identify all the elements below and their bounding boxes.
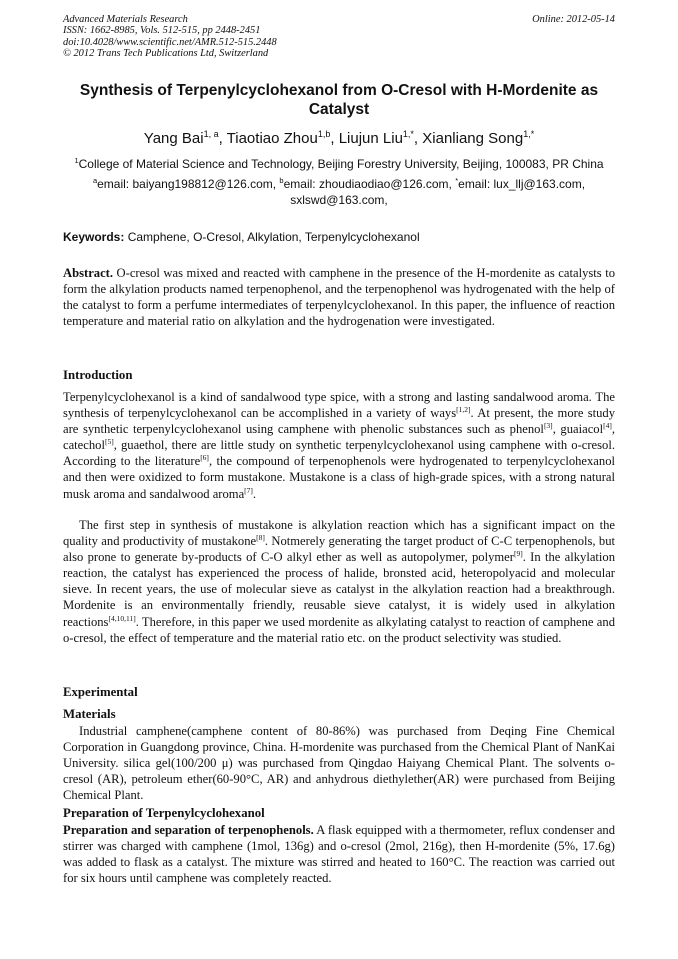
text-run: . [252,486,257,501]
author-sep: , [218,130,227,147]
text-run: . At present, the more study are synthetic terpenylcyclohexanol using camphene with phenolic substances such as phenol [63,406,615,437]
citation: [7] [244,485,253,495]
email-sup: b [279,176,284,185]
journal-header [63,14,615,60]
copyright-line: © 2012 Trans Tech Publications Ltd, Switzerland [63,48,269,60]
introduction-paragraph-2 [63,517,615,646]
citation: [8] [256,532,265,542]
author-sup: 1,* [402,129,414,139]
author-name: Liujun Liu [338,130,403,147]
citation: [4] [603,421,612,430]
doi-line: doi:10.4028/www.scientific.net/AMR.512-515.2448 [63,36,277,48]
preparation-paragraph [63,822,615,886]
preparation-text: A flask equipped with a thermometer, reflux condenser and stirrer was charged with camphene (1mol, 136g) and o-cresol (2mol, 216g), then H-mordenite (5%, 17.6g) was added to flask as a catalyst. The mixture was stirred and heated to 160°C. The reaction was carried out for six hours until camphene was completely reacted. [63,823,616,886]
author-sep: , [330,130,339,147]
affiliation-sup: 1 [74,156,79,165]
text-run: , catechol [63,422,615,453]
journal-name: Advanced Materials Research [63,14,188,25]
keywords-text: Camphene, O-Cresol, Alkylation, Terpenylcyclohexanol [124,230,420,244]
citation: [1,2] [456,404,471,414]
text-run: Terpenylcyclohexanol is a kind of sandalwood type spice, with a strong and lasting sandalwood aroma. The synthesis of terpenylcyclohexanol can be accomplished in a variety of ways [63,390,615,421]
author-sep: , [413,130,423,147]
text-run: , guaiacol [552,422,604,437]
email-line: sxlswd@163.com, [290,192,388,207]
author-name: Yang Bai [143,130,204,147]
abstract [63,265,615,329]
keywords-label: Keywords: [63,230,125,244]
citation: [5] [104,437,114,447]
author-name: Tiaotiao Zhou [226,130,318,147]
email-link: email: baiyang198812@126.com, [97,177,280,191]
email-line [63,177,615,193]
abstract-text: O-cresol was mixed and reacted with camphene in the presence of the H-mordenite as catalysts to form the alkylation products named terpenophenol, and the terpenophenol was hydrogenated with the help of the catalyst to form a perfume intermediates of terpenylcyclohexanol. In this paper, the influence of reaction temperature and material ratio on alkylation and the hydrogenation were investigated. [63,266,615,329]
keywords [63,230,615,245]
run-in-heading: Preparation and separation of terpenophenols. [63,823,314,837]
text-run: The first step in synthesis of mustakone is alkylation reaction which has a significant impact on the quality and productivity of mustakone [63,518,615,549]
author-name: Xianliang Song [422,130,524,147]
citation: [4,10,11] [108,613,136,623]
text-run: , guaethol, there are little study on synthetic terpenylcyclohexanol using camphene with o-cresol. According to the literature [63,438,615,469]
title-line: Synthesis of Terpenylcyclohexanol from O-Cresol with H-Mordenite as [79,82,599,99]
email-sup: a [92,176,98,185]
text-run: . Therefore, in this paper we used mordenite as alkylating catalyst to reaction of camphene and o-cresol, the effect of temperature and the material ratio etc. on the product selectivity was studied. [63,614,615,645]
paper-title [63,81,615,119]
subsection-heading-materials: Materials [63,707,116,721]
author-sup: 1,b [317,129,331,139]
affiliation [63,157,615,172]
citation: [9] [513,549,523,558]
citation: [3] [543,421,553,430]
text-run: . In the alkylation reaction, the catalyst has experienced the process of halide, bronsted acid, heteropolyacid and molecular sieve. In recent years, the use of molecular sieve as catalyst in the alkylation reaction had a breakthrough. Mordenite is an environmentally friendly, reusable sieve catalyst, it is widely used in alkylation reactions [63,550,615,629]
author-emails [63,177,615,208]
email-link: email: lux_llj@163.com, [458,177,586,191]
email-sup: * [455,176,459,185]
section-heading-experimental: Experimental [63,685,138,699]
subsection-heading-preparation: Preparation of Terpenylcyclohexanol [63,806,265,820]
author-sup: 1,* [523,129,535,139]
affiliation-text: College of Material Science and Technology, Beijing Forestry University, Beijing, 100083, PR China [78,157,604,171]
author-list [63,130,615,148]
online-date: Online: 2012-05-14 [532,14,615,25]
title-line: Catalyst [308,101,370,118]
introduction-paragraph-1 [63,389,615,502]
abstract-label: Abstract. [63,266,114,280]
citation: [6] [200,453,209,463]
author-sup: 1, a [203,129,219,139]
text-run: . Notmerely generating the target product of C-C terpenophenols, but also prone to generate by-products of C-O alkyl ether as well as autopolymer, polymer [63,534,616,565]
materials-paragraph: Industrial camphene(camphene content of 80-86%) was purchased from Deqing Fine Chemical Corporation in Guangdong province, China. H-mordenite was purchased from the Chemical Plant of NanKai University. silica gel(100/200 μ) was purchased from Qingdao Haiyang Chemical Plant. The solvents o-cresol (AR), petroleum ether(60-90°C, AR) and anhydrous diethylether(AR) were purchased from Beijing Chemical Plant. [63,724,615,803]
section-heading-introduction: Introduction [63,368,133,382]
text-run: , the compound of terpenophenols were hydrogenated to terpenylcyclohexanol and then were oxidized to form mustakone. Mustakone is a class of high-grade spices, with a strong natural musk aroma and sandalwood aroma [63,454,615,501]
email-link: email: zhoudiaodiao@126.com, [283,177,456,191]
issn-line: ISSN: 1662-8985, Vols. 512-515, pp 2448-2451 [63,25,261,37]
